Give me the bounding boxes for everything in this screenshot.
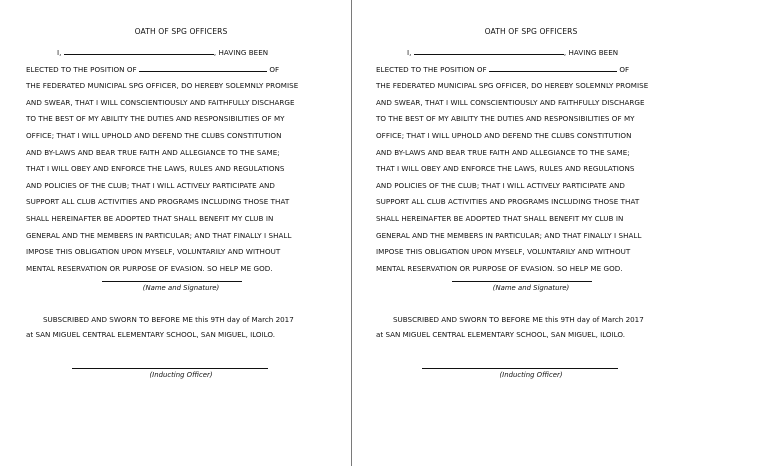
oath-body-line: GENERAL AND THE MEMBERS IN PARTICULAR; AND THAT FINALLY I SHALL [376,230,642,240]
oath-body-line: IMPOSE THIS OBLIGATION UPON MYSELF, VOLUNTARILY AND WITHOUT [376,247,631,257]
inducting-officer-caption: (Inducting Officer) [149,371,213,379]
oath-body-line: THAT I WILL OBEY AND ENFORCE THE LAWS, RULES AND REGULATIONS [26,164,285,174]
inducting-officer-caption: (Inducting Officer) [499,371,563,379]
oath-body-line: AND SWEAR, THAT I WILL CONSCIENTIOUSLY AND FAITHFULLY DISCHARGE [26,97,295,107]
oath-body [376,45,706,277]
oath-body-line: AND POLICIES OF THE CLUB; THAT I WILL ACTIVELY PARTICIPATE AND [376,180,625,190]
oath-panel-left [16,0,346,466]
oath-body-line: TO THE BEST OF MY ABILITY THE DUTIES AND RESPONSIBILITIES OF MY [376,114,635,124]
oath-body-line: GENERAL AND THE MEMBERS IN PARTICULAR; AND THAT FINALLY I SHALL [26,230,292,240]
oath-line-position-prefix: ELECTED TO THE POSITION OF [376,64,487,74]
sworn-line: SUBSCRIBED AND SWORN TO BEFORE ME this 9TH day of March 2017 [393,315,644,324]
oath-line-position-suffix: OF [619,64,630,74]
sworn-statement [26,313,356,342]
oath-body-line: SHALL HEREINAFTER BE ADOPTED THAT SHALL BENEFIT MY CLUB IN [376,213,624,223]
oath-panel-right [366,0,696,466]
sworn-line: at SAN MIGUEL CENTRAL ELEMENTARY SCHOOL, SAN MIGUEL, ILOILO. [26,329,275,339]
oath-line-name [26,45,356,62]
oath-line-name-prefix: I, [57,48,62,57]
signature-caption: (Name and Signature) [492,284,570,292]
name-blank[interactable] [64,45,214,55]
oath-body-line: SHALL HEREINAFTER BE ADOPTED THAT SHALL BENEFIT MY CLUB IN [26,213,274,223]
inducting-officer-line[interactable] [422,368,618,369]
signature-line[interactable] [102,281,242,282]
oath-body-line: TO THE BEST OF MY ABILITY THE DUTIES AND RESPONSIBILITIES OF MY [26,114,285,124]
oath-body-line: MENTAL RESERVATION OR PURPOSE OF EVASION. SO HELP ME GOD. [26,263,273,273]
oath-body [26,45,356,277]
sworn-line: at SAN MIGUEL CENTRAL ELEMENTARY SCHOOL, SAN MIGUEL, ILOILO. [376,329,625,339]
oath-body-line: MENTAL RESERVATION OR PURPOSE OF EVASION. SO HELP ME GOD. [376,263,623,273]
sworn-line: SUBSCRIBED AND SWORN TO BEFORE ME this 9TH day of March 2017 [43,315,294,324]
oath-line-position [26,62,356,79]
oath-line-name-suffix: , HAVING BEEN [563,48,619,57]
oath-line-position-suffix: OF [269,64,280,74]
oath-line-name-suffix: , HAVING BEEN [213,48,269,57]
oath-body-line: AND SWEAR, THAT I WILL CONSCIENTIOUSLY AND FAITHFULLY DISCHARGE [376,97,645,107]
signature-caption: (Name and Signature) [142,284,220,292]
oath-body-line: OFFICE; THAT I WILL UPHOLD AND DEFEND THE CLUBS CONSTITUTION [26,130,282,140]
oath-line-position [376,62,706,79]
position-blank[interactable] [139,62,267,72]
position-blank[interactable] [489,62,617,72]
name-blank[interactable] [414,45,564,55]
oath-title: OATH OF SPG OFFICERS [484,27,578,36]
oath-body-line: THAT I WILL OBEY AND ENFORCE THE LAWS, RULES AND REGULATIONS [376,164,635,174]
oath-body-line: OFFICE; THAT I WILL UPHOLD AND DEFEND THE CLUBS CONSTITUTION [376,130,632,140]
oath-body-line: SUPPORT ALL CLUB ACTIVITIES AND PROGRAMS INCLUDING THOSE THAT [376,197,640,207]
oath-body-line: THE FEDERATED MUNICIPAL SPG OFFICER, DO HEREBY SOLEMNLY PROMISE [26,81,299,91]
oath-body-line: AND BY-LAWS AND BEAR TRUE FAITH AND ALLEGIANCE TO THE SAME; [376,147,630,157]
oath-title: OATH OF SPG OFFICERS [134,27,228,36]
oath-line-name [376,45,706,62]
signature-line[interactable] [452,281,592,282]
oath-body-line: AND POLICIES OF THE CLUB; THAT I WILL ACTIVELY PARTICIPATE AND [26,180,275,190]
oath-body-line: THE FEDERATED MUNICIPAL SPG OFFICER, DO HEREBY SOLEMNLY PROMISE [376,81,649,91]
oath-body-line: AND BY-LAWS AND BEAR TRUE FAITH AND ALLEGIANCE TO THE SAME; [26,147,280,157]
oath-body-line: SUPPORT ALL CLUB ACTIVITIES AND PROGRAMS INCLUDING THOSE THAT [26,197,290,207]
oath-body-line: IMPOSE THIS OBLIGATION UPON MYSELF, VOLUNTARILY AND WITHOUT [26,247,281,257]
oath-line-name-prefix: I, [407,48,412,57]
oath-line-position-prefix: ELECTED TO THE POSITION OF [26,64,137,74]
inducting-officer-line[interactable] [72,368,268,369]
sworn-statement [376,313,706,342]
